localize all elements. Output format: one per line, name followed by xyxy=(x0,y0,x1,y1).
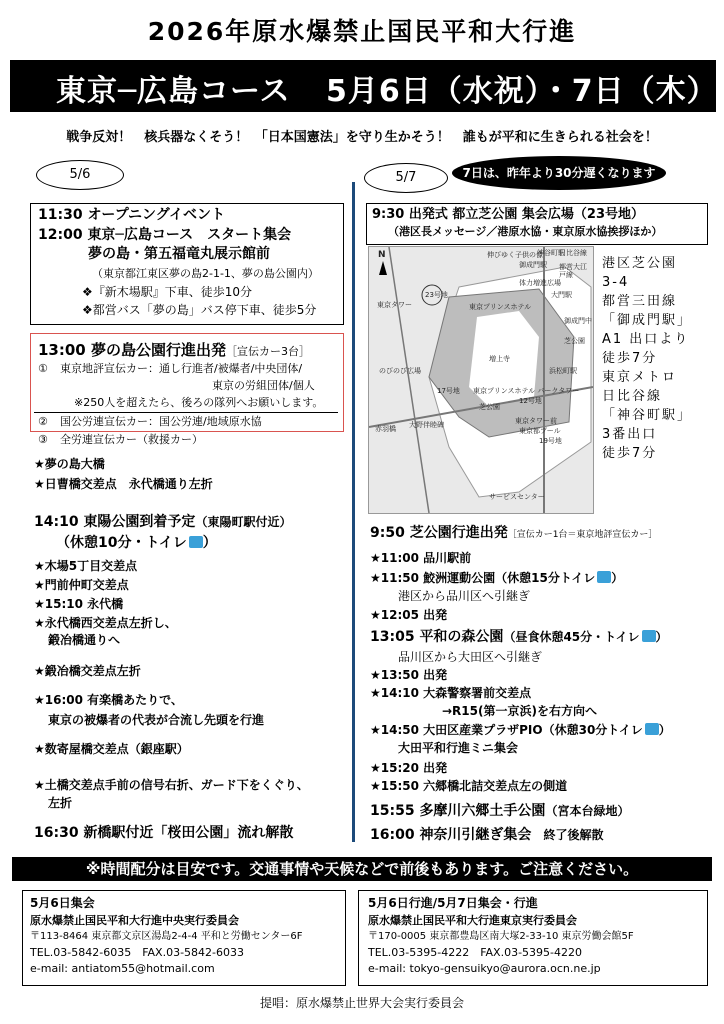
map-label: 東京タワー xyxy=(377,301,412,309)
rest-label: （休憩10分・トイレ xyxy=(56,535,187,551)
route-item: ★14:10 大森警察署前交差点 xyxy=(370,686,532,700)
pio-close: ） xyxy=(658,723,671,737)
map-label: 19号地 xyxy=(539,437,562,445)
route-item xyxy=(34,513,291,532)
route-item: 鍛冶橋通りへ xyxy=(48,633,121,647)
map-label: 御成門中 xyxy=(564,317,592,325)
map-label: 東京プリンスホテル xyxy=(469,303,532,311)
opening-event: 11:30 オープニングイベント xyxy=(38,207,226,223)
heiwa-mori-park: 13:05 平和の森公園 xyxy=(370,629,504,645)
late-start-notice: 7日は、昨年より30分遅くなります xyxy=(452,156,666,190)
route-item: →R15(第一京浜)を右方向へ xyxy=(442,704,597,718)
time-notice: ※時間配分は目安です。交通事情や天候などで前後もあります。ご注意ください。 xyxy=(12,857,712,881)
car2: 国公労連宣伝カー：国公労連/地域原水協 xyxy=(60,415,262,428)
map-label: 体力増進広場 xyxy=(519,279,561,287)
route-item: ★15:20 出発 xyxy=(370,761,448,775)
map-label: 芝公園 xyxy=(564,337,585,345)
route-item: ★11:00 品川駅前 xyxy=(370,551,472,565)
slogan: 戦争反対！ 核兵器なくそう！ 「日本国憲法」を守り生かそう！ 誰もが平和に生きられる社会を！ xyxy=(66,130,658,145)
route-item: 東京の被爆者の代表が合流し先頭を行進 xyxy=(48,713,265,727)
map-label: 東京プリンスホテル パークタワー xyxy=(473,387,580,395)
day1-date-label: 5/6 xyxy=(36,160,124,190)
ceremony-program: （港区長メッセージ／港原水協・東京原水協挨拶ほか） xyxy=(388,225,663,238)
contact-org: 原水爆禁止国民平和大行進東京実行委員会 xyxy=(368,914,577,927)
route-item: ★木場5丁目交差点 xyxy=(34,559,138,573)
shiba-departure: 9:50 芝公園行進出発 xyxy=(370,525,508,541)
march-start-title xyxy=(38,340,310,360)
map-north: N xyxy=(378,250,386,260)
map-label: 23号地 xyxy=(425,291,448,299)
shiba-car: ［宣伝カー1台＝東京地評宣伝カー］ xyxy=(507,530,658,540)
route-item: ★土橋交差点手前の信号右折、ガード下をくぐり、 xyxy=(34,778,309,792)
route-item xyxy=(370,570,623,587)
access-info xyxy=(602,254,712,463)
route-item xyxy=(370,722,671,739)
map-label: 芝公園 xyxy=(479,403,500,411)
map-label: 増上寺 xyxy=(489,355,510,363)
contact-tel: TEL.03-5395-4222 FAX.03-5395-4220 xyxy=(368,946,583,959)
car1-note: ※250人を超えたら、後ろの隊列へお願いします。 xyxy=(74,396,324,409)
map-label: 浜松町駅 xyxy=(549,367,577,375)
map-label: 大野伴睦碑 xyxy=(409,421,444,429)
route-item: ★15:50 六郷橋北詰交差点左の側道 xyxy=(370,779,568,793)
route-item: ★13:50 出発 xyxy=(370,668,448,682)
access-line: 「御成門駅」 xyxy=(602,313,693,328)
toilet-icon xyxy=(645,723,659,735)
banner-course: 東京─広島コース xyxy=(56,74,291,109)
route-item: ★永代橋西交差点左折し、 xyxy=(34,616,177,630)
car2-number: ② xyxy=(38,415,48,428)
car3: 全労連宣伝カー（救援カー） xyxy=(60,433,203,446)
dismissal: 終了後解散 xyxy=(543,828,604,842)
car1-number: ① xyxy=(38,362,48,375)
route-item: 品川区から大田区へ引継ぎ xyxy=(398,650,543,664)
car3-number: ③ xyxy=(38,433,48,446)
route-item: 港区から品川区へ引継ぎ xyxy=(398,589,531,603)
kanagawa-handover: 16:00 神奈川引継ぎ集会 xyxy=(370,827,532,843)
march-car-count: ［宣伝カー3台］ xyxy=(225,345,310,358)
toilet-icon xyxy=(189,536,203,548)
ceremony-title: 9:30 出発式 都立芝公園 集会広場（23号地） xyxy=(372,207,645,222)
sponsor: 提唱：原水爆禁止世界大会実行委員会 xyxy=(259,996,464,1010)
tamagawa-park: 15:55 多摩川六郷土手公園 xyxy=(370,803,546,819)
contact-tel: TEL.03-5842-6035 FAX.03-5842-6033 xyxy=(30,946,245,959)
column-divider xyxy=(352,182,355,842)
toilet-icon xyxy=(597,571,611,583)
access-line: 港区芝公園 xyxy=(602,256,678,271)
map-label: 伸びゆく子供の像 xyxy=(487,251,543,259)
toyo-park-arrival: 14:10 東陽公園到着予定 xyxy=(34,514,196,530)
map-label: のびのび広場 xyxy=(379,367,421,375)
access-line: 徒歩7分 xyxy=(602,351,658,366)
map-label: 御成門駅 xyxy=(519,261,547,269)
route-item: ★16:00 有楽橋あたりで、 xyxy=(34,693,183,707)
car1-line2: 東京の労組団体/個人 xyxy=(212,379,315,392)
access-line: 徒歩7分 xyxy=(602,446,658,461)
march-start-time: 13:00 夢の島公園行進出発 xyxy=(38,341,226,359)
contact-heading: 5月6日集会 xyxy=(30,896,95,910)
banner-dates: 5月6日（水祝）・7日（木） xyxy=(326,74,718,109)
map-label: 神谷町駅 xyxy=(537,249,565,257)
access-line: 東京メトロ xyxy=(602,370,678,385)
contact-heading: 5月6日行進/5月7日集会・行進 xyxy=(368,896,538,910)
route-item: ★数寄屋橋交差点（銀座駅） xyxy=(34,742,189,756)
map-label: 東京タワー前 xyxy=(515,417,557,425)
route-item: ★日曹橋交差点 永代橋通り左折 xyxy=(34,477,213,491)
route-item xyxy=(370,802,629,821)
lunch-rest: （昼食休憩45分・トイレ xyxy=(503,630,640,644)
contact-email[interactable]: e-mail: antiatom55@hotmail.com xyxy=(30,962,215,975)
tamagawa-sub: （宮本台緑地） xyxy=(545,804,630,818)
start-rally: 12:00 東京─広島コース スタート集会 xyxy=(38,227,292,243)
access-line: 3番出口 xyxy=(602,427,658,442)
car-divider xyxy=(34,412,338,413)
rest-close: ） xyxy=(202,535,217,551)
access-line: 日比谷線 xyxy=(602,389,663,404)
map-label: 12号地 xyxy=(519,397,542,405)
start-address: （東京都江東区夢の島2-1-1、夢の島公園内） xyxy=(92,267,319,280)
pio-rest: ★14:50 大田区産業プラザPIO（休憩30分トイレ xyxy=(370,723,643,737)
access-shinkiba: ❖『新木場駅』下車、徒歩10分 xyxy=(82,285,253,299)
route-item: ★鍛冶橋交差点左折 xyxy=(34,664,141,678)
lunch-close: ） xyxy=(655,630,668,644)
samezu-rest: ★11:50 鮫洲運動公園（休憩15分トイレ xyxy=(370,571,596,585)
route-item: 16:30 新橋駅付近「桜田公園」流れ解散 xyxy=(34,825,294,841)
car1-line1: 東京地評宣伝カー：通し行進者/被爆者/中央団体/ xyxy=(60,362,303,375)
page-title: 2026年原水爆禁止国民平和大行進 xyxy=(147,17,577,46)
route-item: ★門前仲町交差点 xyxy=(34,578,129,592)
map-label: サービスセンター xyxy=(489,493,545,501)
course-banner xyxy=(10,60,716,112)
contact-address: 〒113-8464 東京都文京区湯島2-4-4 平和と労働センター6F xyxy=(30,931,303,942)
day2-date-label: 5/7 xyxy=(364,163,448,193)
access-bus: ❖都営バス「夢の島」バス停下車、徒歩5分 xyxy=(82,303,317,317)
contact-org: 原水爆禁止国民平和大行進中央実行委員会 xyxy=(30,914,239,927)
map-label: 日比谷線 xyxy=(559,249,587,257)
contact-email[interactable]: e-mail: tokyo-gensuikyo@aurora.ocn.ne.jp xyxy=(368,962,601,975)
map-label: 東京都プール xyxy=(519,427,561,435)
route-item: ★夢の島大橋 xyxy=(34,457,105,471)
route-item: ★15:10 永代橋 xyxy=(34,597,124,611)
route-item xyxy=(56,534,217,553)
route-item xyxy=(370,628,668,647)
route-item: ★12:05 出発 xyxy=(370,608,448,622)
map-label: 都営大江戸線 xyxy=(559,263,587,279)
route-item: 左折 xyxy=(48,796,73,810)
toyo-park-station: （東陽町駅付近） xyxy=(195,515,292,529)
map-label: 赤羽橋 xyxy=(375,425,396,433)
map-label: 大門駅 xyxy=(551,291,572,299)
route-item xyxy=(370,826,603,845)
toilet-icon xyxy=(642,630,656,642)
route-item xyxy=(370,524,657,545)
access-line: 都営三田線 xyxy=(602,294,678,309)
access-line: 3-4 xyxy=(602,275,630,290)
access-line: 「神谷町駅」 xyxy=(602,408,693,423)
samezu-close: ） xyxy=(611,571,624,585)
access-line: A1 出口より xyxy=(602,332,690,347)
shiba-park-map xyxy=(368,246,594,514)
contact-address: 〒170-0005 東京都豊島区南大塚2-33-10 東京労働会館5F xyxy=(368,931,634,942)
start-venue: 夢の島・第五福竜丸展示館前 xyxy=(88,246,270,262)
map-label: 17号地 xyxy=(437,387,460,395)
route-item: 大田平和行進ミニ集会 xyxy=(398,741,519,755)
